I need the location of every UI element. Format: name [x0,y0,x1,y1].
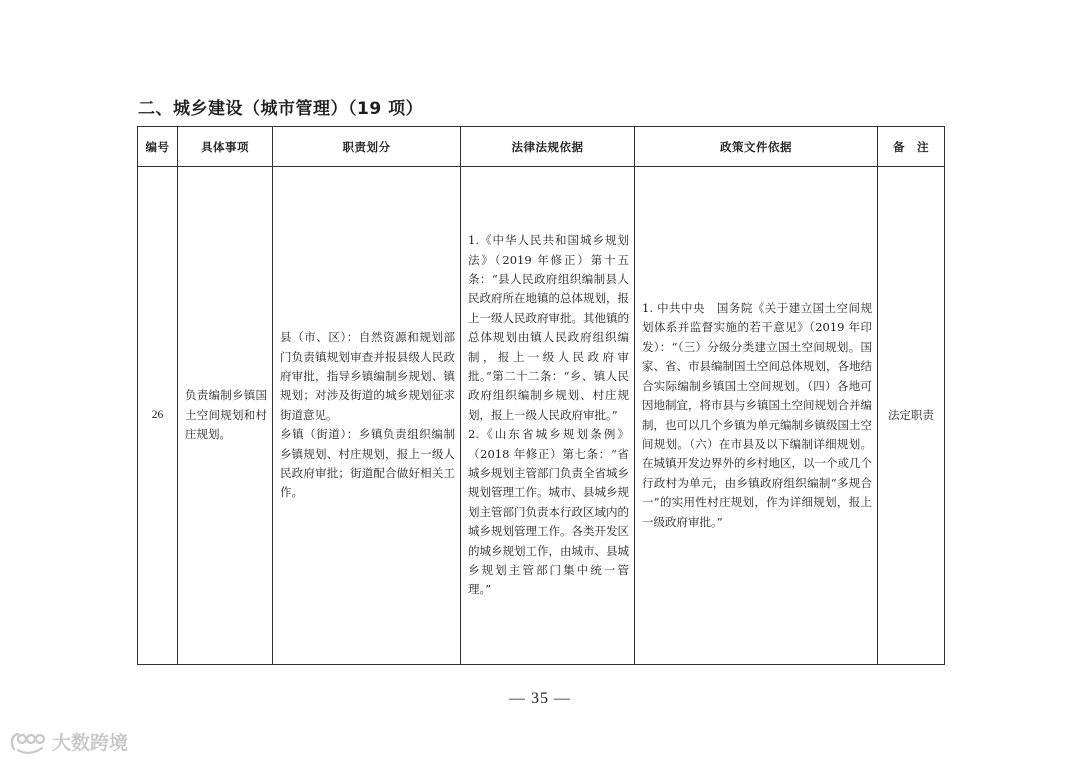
watermark [8,728,128,755]
header-policy-basis: 政策文件依据 [635,127,878,167]
responsibility-table [137,126,945,665]
header-item: 具体事项 [178,127,273,167]
cell-remark: 法定职责 [878,167,945,665]
cell-item: 负责编制乡镇国土空间规划和村庄规划。 [178,167,273,665]
table-row [138,167,945,665]
cell-legal-basis [461,167,635,665]
logo-icon [8,729,48,755]
cell-policy-basis: 1. 中共中央 国务院《关于建立国土空间规划体系并监督实施的若干意见》（2019 年印发）：“（三）分级分类建立国土空间规划。国家、省、市县编制国土空间总体规划，各地结合实际编制乡镇国土空间规划。（四）各地可因地制宜，将市县与乡镇国土空间规划合并编制，也可以几个乡镇为单元编制乡镇级国土空间规划。（六）在市县及以下编制详细规划。在城镇开发边界外的乡村地区，以一个或几个行政村为单元，由乡镇政府组织编制“多规合一”的实用性村庄规划，作为详细规划，报上一级政府审批。” [635,167,878,665]
legal-basis-1: 1.《中华人民共和国城乡规划法》（2019 年修正）第十五条：“县人民政府组织编制县人民政府所在地镇的总体规划，报上一级人民政府审批。其他镇的总体规划由镇人民政府组织编制，报上一级人民政府审批。”第二十二条：“乡、镇人民政府组织编制乡规划、村庄规划，报上一级人民政府审批。” [468,233,629,422]
header-legal-basis: 法律法规依据 [461,127,635,167]
header-number: 编号 [138,127,178,167]
legal-basis-2: 2.《山东省城乡规划条例》（2018 年修正）第七条：“省城乡规划主管部门负责全省城乡规划管理工作。城市、县城乡规划主管部门负责本行政区域内的城乡规划管理工作。各类开发区的城乡规划工作，由城市、县城乡规划主管部门集中统一管理。” [468,427,629,597]
cell-number: 26 [138,167,178,665]
section-title: 二、城乡建设（城市管理）（19 项） [138,99,424,119]
watermark-text: 大数跨境 [52,732,129,754]
header-duties: 职责划分 [273,127,461,167]
duty-county: 县（市、区）：自然资源和规划部门负责镇规划审查并报县级人民政府审批，指导乡镇编制乡规划、镇规划；对涉及街道的城乡规划征求街道意见。 [280,330,455,422]
duty-township: 乡镇（街道）：乡镇负责组织编制乡镇规划、村庄规划，报上一级人民政府审批；街道配合做好相关工作。 [280,427,455,500]
header-remark: 备 注 [878,127,945,167]
cell-duties [273,167,461,665]
page-number: — 35 — [509,690,571,707]
table-header-row [138,127,945,167]
